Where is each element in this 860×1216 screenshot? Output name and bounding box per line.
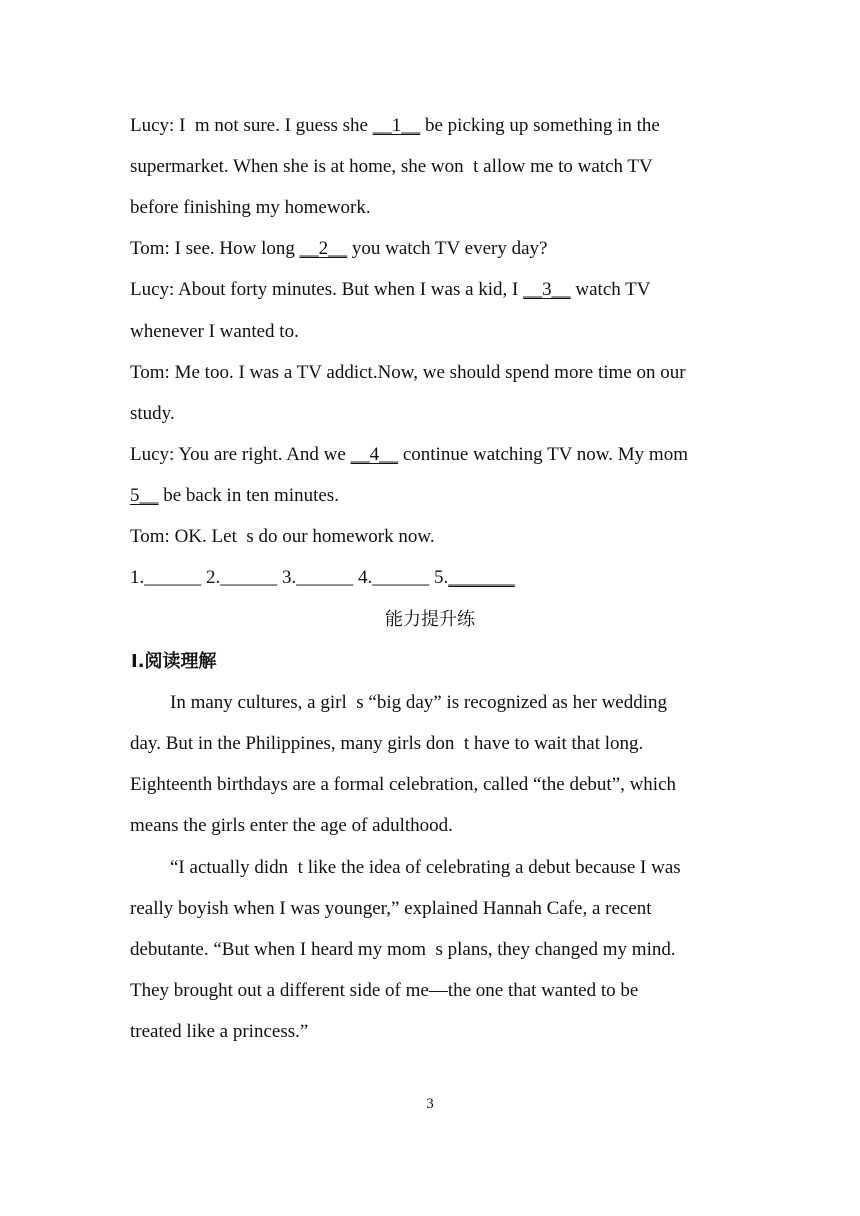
dialogue-text: be back in ten minutes. bbox=[158, 485, 339, 506]
dialogue-line-11: Tom: OK. Let s do our homework now. bbox=[130, 526, 435, 547]
answer-blank-5: _______ bbox=[448, 567, 515, 588]
dialogue-text: be picking up something in the bbox=[420, 115, 660, 136]
passage-line: “I actually didn t like the idea of celebrating a debut because I was bbox=[170, 857, 681, 878]
dialogue-text: Lucy: About forty minutes. But when I was a kid, I bbox=[130, 279, 524, 300]
blank-3: __3__ bbox=[523, 279, 571, 300]
blank-4: __4__ bbox=[350, 444, 399, 465]
dialogue-text: Lucy: I m not sure. I guess she bbox=[130, 115, 373, 136]
dialogue-line-10 bbox=[130, 484, 339, 508]
passage-line: In many cultures, a girl s “big day” is recognized as her wedding bbox=[170, 692, 668, 713]
dialogue-line-3: before finishing my homework. bbox=[130, 197, 371, 218]
answer-blanks bbox=[130, 566, 515, 590]
section-heading: 能力提升练 bbox=[385, 609, 475, 630]
dialogue-line-2: supermarket. When she is at home, she won t allow me to watch TV bbox=[130, 156, 653, 177]
dialogue-line-6: whenever I wanted to. bbox=[130, 321, 299, 342]
dialogue-line-8: study. bbox=[130, 403, 175, 424]
passage-line: really boyish when I was younger,” explained Hannah Cafe, a recent bbox=[130, 898, 652, 919]
blank-2: __2__ bbox=[299, 238, 348, 259]
blank-1: __1__ bbox=[372, 115, 421, 136]
dialogue-text: you watch TV every day? bbox=[347, 238, 548, 259]
dialogue-line-9 bbox=[130, 443, 688, 467]
dialogue-line-4 bbox=[130, 237, 547, 261]
passage-line: means the girls enter the age of adulthood. bbox=[130, 815, 453, 836]
dialogue-text: Tom: I see. How long bbox=[130, 238, 300, 259]
passage-line: They brought out a different side of me—the one that wanted to be bbox=[130, 980, 639, 1001]
dialogue-line-1 bbox=[130, 114, 660, 138]
passage-line: treated like a princess.” bbox=[130, 1021, 309, 1042]
dialogue-text: continue watching TV now. My mom bbox=[398, 444, 688, 465]
answer-blanks-text: 1.______ 2.______ 3.______ 4.______ 5. bbox=[130, 567, 449, 588]
passage-line: day. But in the Philippines, many girls don t have to wait that long. bbox=[130, 733, 644, 754]
dialogue-line-7: Tom: Me too. I was a TV addict.Now, we should spend more time on our bbox=[130, 362, 686, 383]
passage-line: debutante. “But when I heard my mom s plans, they changed my mind. bbox=[130, 939, 676, 960]
passage-line: Eighteenth birthdays are a formal celebration, called “the debut”, which bbox=[130, 774, 677, 795]
dialogue-text: watch TV bbox=[570, 279, 651, 300]
dialogue-text: Lucy: You are right. And we bbox=[130, 444, 351, 465]
dialogue-line-5 bbox=[130, 278, 651, 302]
reading-section-title: Ⅰ.阅读理解 bbox=[131, 651, 217, 672]
blank-5: 5__ bbox=[130, 485, 159, 506]
page-number: 3 bbox=[426, 1096, 434, 1112]
